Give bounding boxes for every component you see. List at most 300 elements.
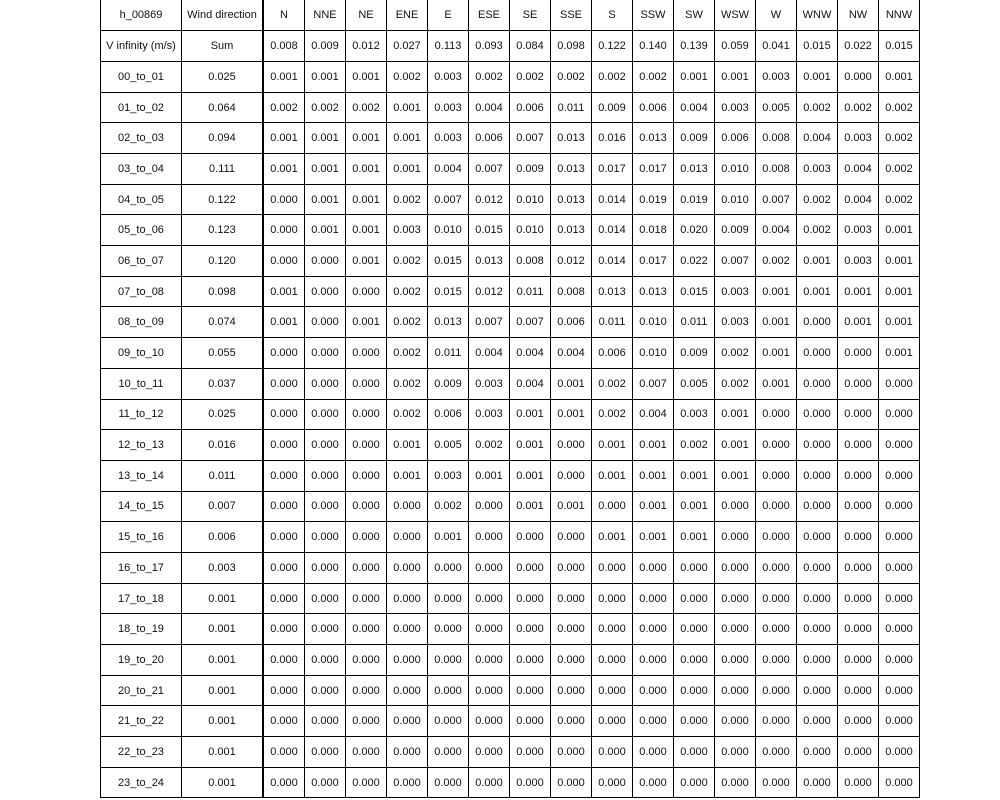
frequency-value-cell: 0.000: [715, 614, 756, 645]
sum-label-cell: Sum: [182, 31, 264, 62]
direction-sum-cell: 0.041: [756, 31, 797, 62]
frequency-value-cell: 0.001: [387, 123, 428, 154]
frequency-value-cell: 0.000: [510, 706, 551, 737]
frequency-value-cell: 0.002: [551, 61, 592, 92]
frequency-value-cell: 0.000: [428, 675, 469, 706]
frequency-value-cell: 0.012: [469, 184, 510, 215]
direction-header-cell: SE: [510, 0, 551, 31]
frequency-value-cell: 0.000: [592, 767, 633, 798]
frequency-value-cell: 0.001: [305, 154, 346, 185]
frequency-value-cell: 0.001: [674, 491, 715, 522]
speed-bin-sum-cell: 0.025: [182, 61, 264, 92]
table-row: [101, 522, 920, 553]
frequency-value-cell: 0.000: [551, 430, 592, 461]
frequency-value-cell: 0.001: [879, 276, 920, 307]
frequency-value-cell: 0.000: [674, 767, 715, 798]
table-row: [101, 184, 920, 215]
frequency-value-cell: 0.000: [263, 246, 305, 277]
frequency-value-cell: 0.002: [387, 276, 428, 307]
frequency-value-cell: 0.000: [838, 737, 879, 768]
frequency-value-cell: 0.000: [633, 737, 674, 768]
frequency-value-cell: 0.000: [428, 737, 469, 768]
frequency-value-cell: 0.015: [469, 215, 510, 246]
frequency-value-cell: 0.000: [387, 614, 428, 645]
frequency-value-cell: 0.001: [797, 61, 838, 92]
frequency-value-cell: 0.000: [756, 675, 797, 706]
frequency-table-container: [100, 0, 913, 798]
header-row: [101, 0, 920, 31]
frequency-value-cell: 0.000: [387, 522, 428, 553]
frequency-value-cell: 0.012: [469, 276, 510, 307]
frequency-value-cell: 0.001: [510, 460, 551, 491]
table-row: [101, 430, 920, 461]
frequency-value-cell: 0.014: [592, 215, 633, 246]
frequency-value-cell: 0.000: [838, 338, 879, 369]
frequency-value-cell: 0.000: [592, 614, 633, 645]
frequency-value-cell: 0.000: [715, 706, 756, 737]
frequency-value-cell: 0.000: [674, 583, 715, 614]
frequency-value-cell: 0.009: [592, 92, 633, 123]
frequency-value-cell: 0.002: [305, 92, 346, 123]
frequency-value-cell: 0.000: [551, 552, 592, 583]
frequency-value-cell: 0.013: [469, 246, 510, 277]
frequency-value-cell: 0.000: [346, 460, 387, 491]
frequency-value-cell: 0.001: [633, 460, 674, 491]
frequency-value-cell: 0.001: [510, 430, 551, 461]
table-row: [101, 614, 920, 645]
frequency-value-cell: 0.001: [756, 338, 797, 369]
frequency-value-cell: 0.000: [469, 767, 510, 798]
speed-bin-sum-cell: 0.074: [182, 307, 264, 338]
frequency-value-cell: 0.000: [797, 552, 838, 583]
frequency-value-cell: 0.000: [510, 522, 551, 553]
frequency-value-cell: 0.000: [879, 368, 920, 399]
frequency-value-cell: 0.003: [469, 399, 510, 430]
frequency-value-cell: 0.017: [592, 154, 633, 185]
frequency-value-cell: 0.000: [469, 552, 510, 583]
frequency-value-cell: 0.000: [838, 460, 879, 491]
frequency-value-cell: 0.002: [674, 430, 715, 461]
frequency-value-cell: 0.000: [633, 583, 674, 614]
frequency-value-cell: 0.000: [674, 614, 715, 645]
frequency-value-cell: 0.001: [633, 430, 674, 461]
table-row: [101, 368, 920, 399]
frequency-value-cell: 0.000: [387, 706, 428, 737]
frequency-value-cell: 0.015: [428, 246, 469, 277]
frequency-value-cell: 0.013: [551, 154, 592, 185]
frequency-value-cell: 0.005: [756, 92, 797, 123]
frequency-value-cell: 0.003: [469, 368, 510, 399]
frequency-value-cell: 0.001: [592, 460, 633, 491]
frequency-value-cell: 0.002: [346, 92, 387, 123]
frequency-value-cell: 0.002: [838, 92, 879, 123]
speed-bin-label-cell: 02_to_03: [101, 123, 182, 154]
frequency-value-cell: 0.001: [469, 460, 510, 491]
frequency-value-cell: 0.001: [715, 61, 756, 92]
frequency-value-cell: 0.001: [756, 276, 797, 307]
speed-bin-label-cell: 06_to_07: [101, 246, 182, 277]
frequency-value-cell: 0.001: [674, 61, 715, 92]
frequency-value-cell: 0.000: [797, 430, 838, 461]
frequency-value-cell: 0.000: [305, 737, 346, 768]
frequency-value-cell: 0.019: [674, 184, 715, 215]
frequency-value-cell: 0.000: [469, 737, 510, 768]
frequency-value-cell: 0.001: [797, 246, 838, 277]
frequency-value-cell: 0.002: [592, 61, 633, 92]
direction-sum-cell: 0.139: [674, 31, 715, 62]
frequency-value-cell: 0.001: [633, 491, 674, 522]
frequency-value-cell: 0.003: [838, 123, 879, 154]
frequency-value-cell: 0.002: [715, 338, 756, 369]
speed-bin-label-cell: 08_to_09: [101, 307, 182, 338]
frequency-value-cell: 0.013: [428, 307, 469, 338]
frequency-value-cell: 0.000: [879, 645, 920, 676]
frequency-value-cell: 0.003: [756, 61, 797, 92]
speed-bin-sum-cell: 0.025: [182, 399, 264, 430]
speed-bin-label-cell: 03_to_04: [101, 154, 182, 185]
direction-header-cell: N: [263, 0, 305, 31]
frequency-value-cell: 0.000: [838, 491, 879, 522]
direction-header-cell: E: [428, 0, 469, 31]
frequency-value-cell: 0.000: [592, 737, 633, 768]
frequency-value-cell: 0.000: [715, 522, 756, 553]
frequency-value-cell: 0.019: [633, 184, 674, 215]
frequency-value-cell: 0.000: [797, 614, 838, 645]
wind-frequency-table: [100, 0, 920, 798]
frequency-value-cell: 0.000: [387, 552, 428, 583]
speed-bin-label-cell: 05_to_06: [101, 215, 182, 246]
frequency-value-cell: 0.004: [469, 92, 510, 123]
frequency-value-cell: 0.000: [838, 645, 879, 676]
speed-bin-label-cell: 11_to_12: [101, 399, 182, 430]
frequency-value-cell: 0.000: [551, 522, 592, 553]
frequency-value-cell: 0.001: [346, 307, 387, 338]
table-row: [101, 645, 920, 676]
direction-sum-cell: 0.012: [346, 31, 387, 62]
frequency-value-cell: 0.007: [428, 184, 469, 215]
frequency-value-cell: 0.000: [469, 583, 510, 614]
speed-bin-label-cell: 16_to_17: [101, 552, 182, 583]
frequency-value-cell: 0.002: [756, 246, 797, 277]
frequency-value-cell: 0.000: [838, 706, 879, 737]
frequency-value-cell: 0.008: [756, 154, 797, 185]
frequency-value-cell: 0.001: [387, 92, 428, 123]
frequency-value-cell: 0.002: [387, 338, 428, 369]
frequency-value-cell: 0.002: [797, 215, 838, 246]
speed-bin-label-cell: 00_to_01: [101, 61, 182, 92]
table-id-cell: h_00869: [101, 0, 182, 31]
frequency-value-cell: 0.013: [551, 123, 592, 154]
table-row: [101, 767, 920, 798]
frequency-value-cell: 0.001: [715, 399, 756, 430]
frequency-value-cell: 0.000: [263, 491, 305, 522]
frequency-value-cell: 0.000: [551, 614, 592, 645]
table-row: [101, 123, 920, 154]
frequency-value-cell: 0.004: [510, 338, 551, 369]
frequency-value-cell: 0.000: [428, 767, 469, 798]
frequency-value-cell: 0.001: [263, 123, 305, 154]
frequency-value-cell: 0.000: [674, 552, 715, 583]
frequency-value-cell: 0.000: [879, 399, 920, 430]
frequency-value-cell: 0.006: [469, 123, 510, 154]
direction-sum-cell: 0.022: [838, 31, 879, 62]
frequency-value-cell: 0.000: [305, 706, 346, 737]
frequency-value-cell: 0.000: [633, 645, 674, 676]
frequency-value-cell: 0.008: [756, 123, 797, 154]
frequency-value-cell: 0.000: [879, 767, 920, 798]
frequency-value-cell: 0.000: [305, 307, 346, 338]
frequency-value-cell: 0.010: [715, 154, 756, 185]
speed-bin-sum-cell: 0.001: [182, 767, 264, 798]
frequency-value-cell: 0.002: [469, 61, 510, 92]
frequency-value-cell: 0.000: [263, 552, 305, 583]
direction-header-cell: ESE: [469, 0, 510, 31]
table-row: [101, 246, 920, 277]
wind-direction-label-cell: Wind direction: [182, 0, 264, 31]
frequency-value-cell: 0.000: [838, 399, 879, 430]
frequency-value-cell: 0.000: [469, 491, 510, 522]
frequency-value-cell: 0.001: [592, 522, 633, 553]
frequency-value-cell: 0.007: [510, 307, 551, 338]
frequency-value-cell: 0.002: [592, 368, 633, 399]
frequency-value-cell: 0.003: [715, 92, 756, 123]
frequency-value-cell: 0.003: [428, 123, 469, 154]
frequency-value-cell: 0.000: [879, 491, 920, 522]
frequency-value-cell: 0.000: [346, 430, 387, 461]
speed-bin-sum-cell: 0.016: [182, 430, 264, 461]
frequency-value-cell: 0.000: [305, 645, 346, 676]
direction-header-cell: S: [592, 0, 633, 31]
frequency-value-cell: 0.006: [715, 123, 756, 154]
frequency-value-cell: 0.000: [305, 246, 346, 277]
frequency-value-cell: 0.000: [838, 552, 879, 583]
sum-row: [101, 31, 920, 62]
table-row: [101, 399, 920, 430]
frequency-value-cell: 0.000: [305, 767, 346, 798]
frequency-value-cell: 0.000: [838, 522, 879, 553]
speed-unit-label-cell: V infinity (m/s): [101, 31, 182, 62]
frequency-value-cell: 0.013: [633, 123, 674, 154]
frequency-value-cell: 0.000: [305, 583, 346, 614]
frequency-value-cell: 0.000: [305, 614, 346, 645]
direction-sum-cell: 0.059: [715, 31, 756, 62]
speed-bin-label-cell: 01_to_02: [101, 92, 182, 123]
frequency-value-cell: 0.001: [879, 61, 920, 92]
frequency-value-cell: 0.017: [633, 154, 674, 185]
frequency-value-cell: 0.000: [756, 430, 797, 461]
frequency-value-cell: 0.004: [797, 123, 838, 154]
frequency-value-cell: 0.002: [592, 399, 633, 430]
frequency-value-cell: 0.001: [387, 460, 428, 491]
speed-bin-sum-cell: 0.001: [182, 614, 264, 645]
frequency-value-cell: 0.000: [263, 645, 305, 676]
frequency-value-cell: 0.015: [674, 276, 715, 307]
frequency-value-cell: 0.000: [838, 675, 879, 706]
frequency-value-cell: 0.000: [346, 706, 387, 737]
speed-bin-sum-cell: 0.055: [182, 338, 264, 369]
frequency-value-cell: 0.000: [346, 767, 387, 798]
frequency-value-cell: 0.000: [592, 645, 633, 676]
frequency-value-cell: 0.000: [756, 614, 797, 645]
frequency-value-cell: 0.000: [715, 737, 756, 768]
frequency-value-cell: 0.002: [510, 61, 551, 92]
frequency-value-cell: 0.002: [879, 92, 920, 123]
frequency-value-cell: 0.000: [510, 583, 551, 614]
frequency-value-cell: 0.000: [797, 522, 838, 553]
frequency-value-cell: 0.022: [674, 246, 715, 277]
frequency-value-cell: 0.000: [715, 552, 756, 583]
frequency-value-cell: 0.000: [797, 368, 838, 399]
frequency-value-cell: 0.000: [263, 338, 305, 369]
frequency-value-cell: 0.000: [305, 491, 346, 522]
direction-header-cell: WSW: [715, 0, 756, 31]
frequency-value-cell: 0.000: [879, 430, 920, 461]
frequency-value-cell: 0.000: [263, 675, 305, 706]
frequency-value-cell: 0.001: [346, 154, 387, 185]
table-row: [101, 307, 920, 338]
frequency-value-cell: 0.007: [633, 368, 674, 399]
frequency-value-cell: 0.002: [387, 246, 428, 277]
frequency-value-cell: 0.001: [428, 522, 469, 553]
frequency-value-cell: 0.003: [428, 460, 469, 491]
frequency-value-cell: 0.010: [633, 338, 674, 369]
frequency-value-cell: 0.000: [387, 491, 428, 522]
frequency-value-cell: 0.002: [797, 184, 838, 215]
frequency-value-cell: 0.001: [879, 338, 920, 369]
frequency-value-cell: 0.000: [346, 552, 387, 583]
frequency-value-cell: 0.020: [674, 215, 715, 246]
frequency-value-cell: 0.001: [633, 522, 674, 553]
frequency-value-cell: 0.017: [633, 246, 674, 277]
frequency-value-cell: 0.013: [551, 215, 592, 246]
frequency-value-cell: 0.000: [838, 614, 879, 645]
frequency-value-cell: 0.000: [674, 645, 715, 676]
table-row: [101, 154, 920, 185]
speed-bin-sum-cell: 0.122: [182, 184, 264, 215]
frequency-value-cell: 0.000: [305, 399, 346, 430]
table-row: [101, 276, 920, 307]
frequency-value-cell: 0.001: [510, 399, 551, 430]
frequency-value-cell: 0.004: [838, 154, 879, 185]
speed-bin-label-cell: 18_to_19: [101, 614, 182, 645]
table-row: [101, 460, 920, 491]
frequency-value-cell: 0.005: [428, 430, 469, 461]
frequency-value-cell: 0.002: [387, 368, 428, 399]
frequency-value-cell: 0.000: [797, 307, 838, 338]
frequency-value-cell: 0.000: [551, 767, 592, 798]
table-row: [101, 675, 920, 706]
frequency-value-cell: 0.002: [263, 92, 305, 123]
frequency-value-cell: 0.001: [551, 399, 592, 430]
frequency-value-cell: 0.009: [674, 338, 715, 369]
frequency-value-cell: 0.001: [263, 154, 305, 185]
frequency-value-cell: 0.000: [797, 491, 838, 522]
frequency-value-cell: 0.000: [715, 583, 756, 614]
frequency-value-cell: 0.000: [263, 430, 305, 461]
frequency-value-cell: 0.004: [633, 399, 674, 430]
frequency-value-cell: 0.001: [551, 368, 592, 399]
frequency-value-cell: 0.000: [263, 614, 305, 645]
frequency-value-cell: 0.000: [428, 645, 469, 676]
frequency-value-cell: 0.000: [551, 583, 592, 614]
frequency-value-cell: 0.000: [879, 522, 920, 553]
frequency-value-cell: 0.006: [551, 307, 592, 338]
frequency-value-cell: 0.009: [428, 368, 469, 399]
frequency-value-cell: 0.004: [469, 338, 510, 369]
frequency-value-cell: 0.000: [756, 645, 797, 676]
direction-header-cell: SW: [674, 0, 715, 31]
frequency-value-cell: 0.000: [551, 737, 592, 768]
frequency-value-cell: 0.000: [263, 706, 305, 737]
frequency-value-cell: 0.004: [838, 184, 879, 215]
speed-bin-sum-cell: 0.120: [182, 246, 264, 277]
direction-header-cell: NNW: [879, 0, 920, 31]
direction-sum-cell: 0.098: [551, 31, 592, 62]
speed-bin-label-cell: 14_to_15: [101, 491, 182, 522]
speed-bin-label-cell: 19_to_20: [101, 645, 182, 676]
frequency-value-cell: 0.000: [797, 460, 838, 491]
frequency-value-cell: 0.015: [428, 276, 469, 307]
frequency-value-cell: 0.000: [346, 399, 387, 430]
direction-sum-cell: 0.113: [428, 31, 469, 62]
frequency-value-cell: 0.000: [387, 645, 428, 676]
frequency-value-cell: 0.000: [756, 552, 797, 583]
frequency-value-cell: 0.013: [633, 276, 674, 307]
frequency-value-cell: 0.013: [592, 276, 633, 307]
frequency-value-cell: 0.000: [346, 675, 387, 706]
table-row: [101, 92, 920, 123]
frequency-value-cell: 0.012: [551, 246, 592, 277]
frequency-value-cell: 0.000: [263, 737, 305, 768]
direction-sum-cell: 0.015: [797, 31, 838, 62]
frequency-value-cell: 0.000: [715, 645, 756, 676]
speed-bin-sum-cell: 0.094: [182, 123, 264, 154]
direction-sum-cell: 0.093: [469, 31, 510, 62]
frequency-value-cell: 0.000: [263, 215, 305, 246]
frequency-value-cell: 0.001: [592, 430, 633, 461]
speed-bin-sum-cell: 0.001: [182, 737, 264, 768]
frequency-value-cell: 0.001: [346, 246, 387, 277]
frequency-value-cell: 0.000: [346, 368, 387, 399]
frequency-value-cell: 0.000: [510, 614, 551, 645]
table-row: [101, 737, 920, 768]
frequency-value-cell: 0.000: [797, 675, 838, 706]
frequency-value-cell: 0.001: [510, 491, 551, 522]
frequency-value-cell: 0.000: [633, 767, 674, 798]
frequency-value-cell: 0.000: [469, 522, 510, 553]
table-row: [101, 338, 920, 369]
frequency-value-cell: 0.001: [387, 430, 428, 461]
frequency-value-cell: 0.000: [305, 276, 346, 307]
frequency-value-cell: 0.002: [633, 61, 674, 92]
frequency-value-cell: 0.001: [756, 368, 797, 399]
frequency-value-cell: 0.001: [797, 276, 838, 307]
frequency-value-cell: 0.001: [305, 123, 346, 154]
frequency-value-cell: 0.011: [674, 307, 715, 338]
frequency-value-cell: 0.000: [305, 522, 346, 553]
frequency-value-cell: 0.000: [674, 737, 715, 768]
frequency-value-cell: 0.000: [756, 460, 797, 491]
frequency-value-cell: 0.003: [428, 92, 469, 123]
direction-header-cell: NE: [346, 0, 387, 31]
frequency-value-cell: 0.001: [346, 215, 387, 246]
frequency-value-cell: 0.000: [838, 767, 879, 798]
frequency-value-cell: 0.000: [797, 399, 838, 430]
frequency-value-cell: 0.001: [263, 307, 305, 338]
frequency-value-cell: 0.000: [551, 645, 592, 676]
frequency-value-cell: 0.002: [387, 61, 428, 92]
frequency-value-cell: 0.000: [305, 460, 346, 491]
